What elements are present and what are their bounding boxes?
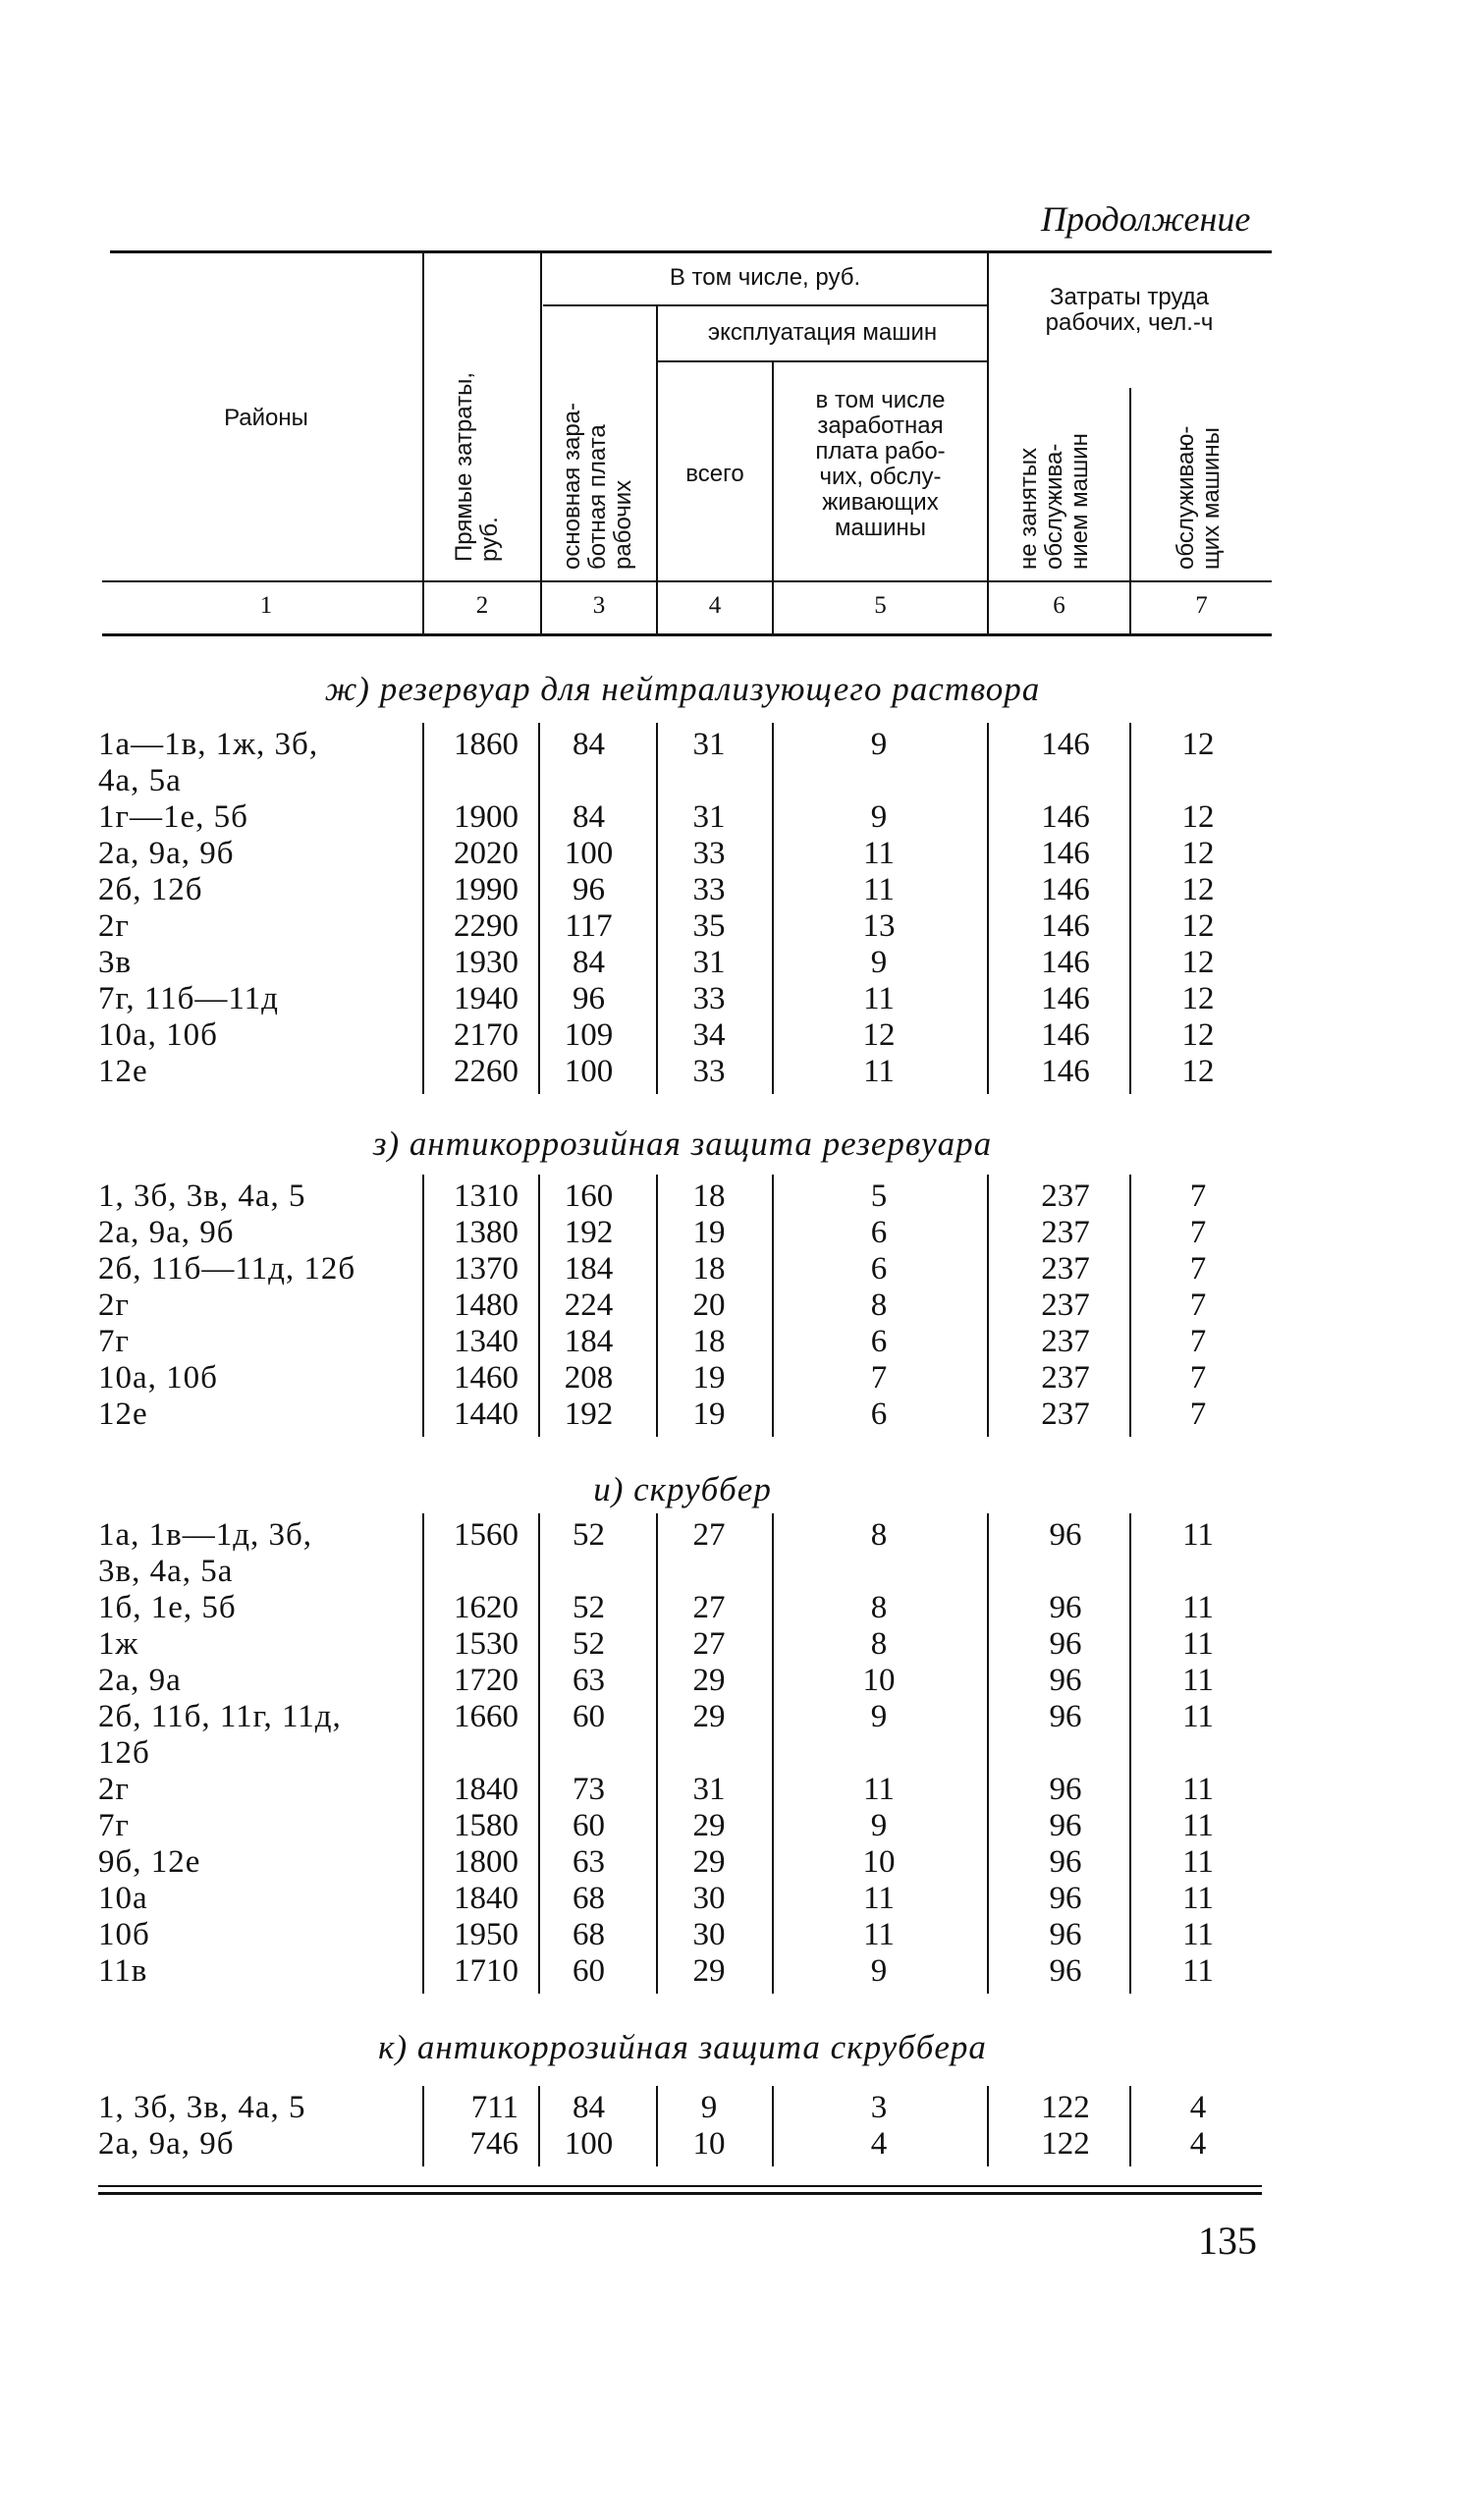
direct-costs-cell: 1460 [454,1360,519,1396]
labor-machine-cell: 7 [1189,1324,1207,1359]
district-cell: 11в [98,1953,148,1989]
header-machine-operation: эксплуатация машин [707,319,938,346]
machine-total-cell: 29 [692,1953,726,1989]
labor-not-machine-cell: 96 [1049,1590,1082,1625]
labor-not-machine-cell: 237 [1041,1287,1090,1323]
labor-machine-cell: 12 [1181,981,1215,1016]
machine-total-cell: 31 [692,727,726,762]
table-row [0,1178,1474,1215]
district-cell: 2г [98,1772,131,1807]
district-cell: 2а, 9а, 9б [98,836,235,871]
labor-machine-cell: 11 [1182,1772,1214,1807]
column-rule [656,2086,658,2166]
labor-not-machine-cell: 237 [1041,1324,1090,1359]
district-cell: 2а, 9а, 9б [98,2126,235,2162]
direct-costs-cell: 2290 [454,908,519,944]
labor-not-machine-cell: 146 [1041,872,1090,907]
labor-not-machine-cell: 237 [1041,1178,1090,1214]
district-cell: 1б, 1е, 5б [98,1590,237,1625]
table-row [0,1251,1474,1287]
col-number-3: 3 [592,592,606,619]
section-title: ж) резервуар для нейтрализующего раствора [324,670,1041,708]
labor-not-machine-cell: 96 [1049,1917,1082,1952]
direct-costs-cell: 1440 [454,1397,519,1432]
table-row [0,763,1474,799]
machine-total-cell: 31 [692,799,726,835]
column-rule [538,1175,540,1437]
basic-wage-cell: 192 [564,1215,614,1250]
machine-wage-cell: 9 [870,799,888,835]
labor-not-machine-cell: 146 [1041,1017,1090,1053]
section-title: к) антикоррозийная защита скруббера [378,2028,987,2066]
table-bottom-rule-1 [98,2185,1262,2187]
labor-not-machine-cell: 146 [1041,836,1090,871]
table-row [0,1017,1474,1054]
machine-total-cell: 18 [692,1324,726,1359]
column-rule [656,723,658,1094]
machine-wage-cell: 11 [863,872,895,907]
direct-costs-cell: 746 [469,2126,519,2162]
machine-total-cell: 29 [692,1699,726,1734]
labor-not-machine-cell: 146 [1041,908,1090,944]
machine-total-cell: 30 [692,1881,726,1916]
labor-machine-cell: 11 [1182,1699,1214,1734]
table-row [0,1554,1474,1590]
machine-total-cell: 10 [692,2126,726,2162]
page-number: 135 [1198,2219,1257,2263]
machine-wage-cell: 5 [870,1178,888,1214]
column-rule [772,1513,774,1994]
labor-machine-cell: 11 [1182,1881,1214,1916]
table-row [0,1735,1474,1772]
column-rule [987,1513,989,1994]
labor-not-machine-cell: 122 [1041,2090,1090,2125]
col-number-4: 4 [708,592,722,619]
header-basic-wage: основная зара- ботная плата рабочих [559,402,636,570]
district-cell: 7г [98,1808,131,1843]
machine-total-cell: 29 [692,1844,726,1880]
table-row [0,1324,1474,1360]
labor-machine-cell: 7 [1189,1178,1207,1214]
machine-total-cell: 20 [692,1287,726,1323]
basic-wage-cell: 68 [573,1917,605,1952]
machine-wage-cell: 11 [863,1772,895,1807]
machine-wage-cell: 9 [870,1699,888,1734]
district-cell: 12б [98,1735,150,1771]
col-number-6: 6 [1053,592,1065,619]
column-rule [1129,723,1131,1094]
header-total: всего [685,461,744,487]
section-title: и) скруббер [593,1470,772,1508]
direct-costs-cell: 1530 [454,1626,519,1662]
basic-wage-cell: 96 [573,981,605,1016]
direct-costs-cell: 1310 [454,1178,519,1214]
header-district: Районы [224,405,308,431]
machine-wage-cell: 7 [870,1360,888,1396]
machine-wage-cell: 10 [862,1663,896,1698]
district-cell: 12е [98,1054,148,1089]
labor-not-machine-cell: 146 [1041,799,1090,835]
district-cell: 9б, 12е [98,1844,201,1880]
column-rule [987,1175,989,1437]
section-title: з) антикоррозийная защита резервуара [372,1124,993,1163]
table-row [0,1808,1474,1844]
basic-wage-cell: 84 [573,945,605,980]
labor-machine-cell: 7 [1189,1397,1207,1432]
district-cell: 2г [98,908,131,944]
column-rule [422,2086,424,2166]
labor-not-machine-cell: 146 [1041,981,1090,1016]
district-cell: 2б, 11б—11д, 12б [98,1251,356,1287]
machine-wage-cell: 9 [870,1953,888,1989]
machine-wage-cell: 8 [870,1626,888,1662]
labor-not-machine-cell: 146 [1041,1054,1090,1089]
machine-wage-cell: 9 [870,727,888,762]
basic-wage-cell: 96 [573,872,605,907]
basic-wage-cell: 100 [564,1054,614,1089]
column-rule [987,723,989,1094]
column-rule [1129,2086,1131,2166]
basic-wage-cell: 224 [564,1287,614,1323]
table-row [0,1953,1474,1990]
table-row [0,1287,1474,1324]
machine-total-cell: 33 [692,836,726,871]
column-rule [538,1513,540,1994]
column-rule [1129,1175,1131,1437]
column-rule [538,723,540,1094]
district-cell: 4а, 5а [98,763,182,798]
district-cell: 3в, 4а, 5а [98,1554,234,1589]
machine-wage-cell: 9 [870,1808,888,1843]
machine-wage-cell: 6 [870,1324,888,1359]
machine-total-cell: 9 [700,2090,718,2125]
col-number-2: 2 [475,592,489,619]
basic-wage-cell: 184 [564,1324,614,1359]
district-cell: 10а, 10б [98,1360,218,1396]
labor-machine-cell: 12 [1181,908,1215,944]
district-cell: 2а, 9а [98,1663,182,1698]
machine-total-cell: 19 [692,1360,726,1396]
district-cell: 7г [98,1324,131,1359]
labor-not-machine-cell: 96 [1049,1808,1082,1843]
header-including: В том числе, руб. [669,264,861,291]
labor-machine-cell: 11 [1182,1590,1214,1625]
table-row [0,1517,1474,1554]
header-mid-rule [543,304,987,306]
direct-costs-cell: 1800 [454,1844,519,1880]
labor-not-machine-cell: 237 [1041,1215,1090,1250]
direct-costs-cell: 1930 [454,945,519,980]
district-cell: 2б, 11б, 11г, 11д, [98,1699,342,1734]
labor-machine-cell: 12 [1181,945,1215,980]
labor-not-machine-cell: 237 [1041,1251,1090,1287]
table-row [0,872,1474,908]
table-row [0,1663,1474,1699]
basic-wage-cell: 60 [573,1808,605,1843]
basic-wage-cell: 73 [573,1772,605,1807]
direct-costs-cell: 2170 [454,1017,519,1053]
header-machine-rule [658,360,987,362]
district-cell: 1г—1е, 5б [98,799,248,835]
header-vline-1 [422,253,424,633]
basic-wage-cell: 84 [573,2090,605,2125]
machine-total-cell: 31 [692,945,726,980]
table-row [0,836,1474,872]
basic-wage-cell: 109 [564,1017,614,1053]
direct-costs-cell: 2020 [454,836,519,871]
table-row [0,1590,1474,1626]
table-row [0,908,1474,945]
table-row [0,1215,1474,1251]
machine-wage-cell: 8 [870,1517,888,1553]
direct-costs-cell: 1990 [454,872,519,907]
machine-total-cell: 33 [692,981,726,1016]
column-rule [422,723,424,1094]
table-row [0,945,1474,981]
column-rule [772,1175,774,1437]
table-row [0,1881,1474,1917]
direct-costs-cell: 1620 [454,1590,519,1625]
machine-total-cell: 33 [692,872,726,907]
machine-wage-cell: 3 [870,2090,888,2125]
labor-machine-cell: 11 [1182,1626,1214,1662]
machine-total-cell: 30 [692,1917,726,1952]
machine-wage-cell: 11 [863,836,895,871]
machine-total-cell: 31 [692,1772,726,1807]
labor-not-machine-cell: 96 [1049,1844,1082,1880]
machine-wage-cell: 10 [862,1844,896,1880]
header-top-rule [110,250,1272,253]
basic-wage-cell: 60 [573,1953,605,1989]
basic-wage-cell: 100 [564,836,614,871]
labor-not-machine-cell: 237 [1041,1397,1090,1432]
column-rule [772,2086,774,2166]
machine-wage-cell: 6 [870,1397,888,1432]
continuation-label: Продолжение [1041,199,1251,239]
district-cell: 3в [98,945,133,980]
direct-costs-cell: 1380 [454,1215,519,1250]
header-direct-costs: Прямые затраты, руб. [451,372,503,562]
header-not-machine: не занятых обслужива- нием машин [1015,433,1093,570]
labor-machine-cell: 12 [1181,872,1215,907]
machine-total-cell: 35 [692,908,726,944]
direct-costs-cell: 1840 [454,1772,519,1807]
direct-costs-cell: 1480 [454,1287,519,1323]
table-row [0,727,1474,763]
direct-costs-cell: 1340 [454,1324,519,1359]
labor-not-machine-cell: 146 [1041,727,1090,762]
direct-costs-cell: 1720 [454,1663,519,1698]
machine-total-cell: 19 [692,1397,726,1432]
machine-wage-cell: 11 [863,1917,895,1952]
labor-not-machine-cell: 237 [1041,1360,1090,1396]
labor-not-machine-cell: 96 [1049,1881,1082,1916]
machine-wage-cell: 11 [863,981,895,1016]
basic-wage-cell: 84 [573,799,605,835]
labor-machine-cell: 7 [1189,1360,1207,1396]
district-cell: 1ж [98,1626,139,1662]
labor-not-machine-cell: 96 [1049,1699,1082,1734]
machine-wage-cell: 6 [870,1251,888,1287]
labor-machine-cell: 12 [1181,799,1215,835]
labor-machine-cell: 4 [1189,2126,1207,2162]
district-cell: 1, 3б, 3в, 4а, 5 [98,1178,306,1214]
table-row [0,1626,1474,1663]
header-incl-wage: в том числе заработная плата рабо- чих, обслу- живающих машины [815,387,946,541]
machine-wage-cell: 8 [870,1287,888,1323]
table-row [0,1360,1474,1397]
col-number-5: 5 [874,592,887,619]
labor-machine-cell: 11 [1182,1517,1214,1553]
header-vline-2 [540,253,542,633]
machine-total-cell: 29 [692,1808,726,1843]
labor-machine-cell: 7 [1189,1215,1207,1250]
district-cell: 10б [98,1917,150,1952]
direct-costs-cell: 1860 [454,727,519,762]
machine-total-cell: 29 [692,1663,726,1698]
district-cell: 10а [98,1881,148,1916]
district-cell: 2а, 9а, 9б [98,1215,235,1250]
column-rule [422,1175,424,1437]
column-rule [772,723,774,1094]
machine-wage-cell: 12 [862,1017,896,1053]
labor-machine-cell: 12 [1181,1054,1215,1089]
table-row [0,1054,1474,1090]
table-row [0,1397,1474,1433]
basic-wage-cell: 100 [564,2126,614,2162]
labor-not-machine-cell: 146 [1041,945,1090,980]
machine-wage-cell: 8 [870,1590,888,1625]
district-cell: 1а—1в, 1ж, 3б, [98,727,319,762]
machine-total-cell: 27 [692,1590,726,1625]
machine-wage-cell: 11 [863,1881,895,1916]
district-cell: 12е [98,1397,148,1432]
header-bottom-rule [102,580,1272,582]
machine-total-cell: 33 [692,1054,726,1089]
direct-costs-cell: 1580 [454,1808,519,1843]
labor-not-machine-cell: 96 [1049,1517,1082,1553]
machine-total-cell: 34 [692,1017,726,1053]
labor-machine-cell: 7 [1189,1251,1207,1287]
basic-wage-cell: 68 [573,1881,605,1916]
table-row [0,799,1474,836]
table-row [0,981,1474,1017]
basic-wage-cell: 52 [573,1517,605,1553]
table-row [0,2126,1474,2163]
colnum-bottom-rule [102,633,1272,636]
basic-wage-cell: 52 [573,1626,605,1662]
basic-wage-cell: 192 [564,1397,614,1432]
labor-not-machine-cell: 96 [1049,1772,1082,1807]
labor-not-machine-cell: 96 [1049,1663,1082,1698]
direct-costs-cell: 1940 [454,981,519,1016]
basic-wage-cell: 208 [564,1360,614,1396]
labor-not-machine-cell: 96 [1049,1626,1082,1662]
labor-not-machine-cell: 96 [1049,1953,1082,1989]
labor-machine-cell: 11 [1182,1663,1214,1698]
labor-machine-cell: 12 [1181,836,1215,871]
table-row [0,2090,1474,2126]
machine-total-cell: 27 [692,1517,726,1553]
direct-costs-cell: 1370 [454,1251,519,1287]
direct-costs-cell: 711 [470,2090,519,2125]
column-rule [1129,1513,1131,1994]
machine-wage-cell: 6 [870,1215,888,1250]
district-cell: 2г [98,1287,131,1323]
labor-machine-cell: 11 [1182,1917,1214,1952]
machine-wage-cell: 4 [870,2126,888,2162]
machine-total-cell: 19 [692,1215,726,1250]
district-cell: 7г, 11б—11д [98,981,279,1016]
direct-costs-cell: 2260 [454,1054,519,1089]
district-cell: 1а, 1в—1д, 3б, [98,1517,313,1553]
machine-wage-cell: 9 [870,945,888,980]
column-rule [656,1513,658,1994]
labor-machine-cell: 7 [1189,1287,1207,1323]
basic-wage-cell: 52 [573,1590,605,1625]
column-rule [538,2086,540,2166]
labor-machine-cell: 11 [1182,1953,1214,1989]
column-rule [987,2086,989,2166]
col-number-7: 7 [1195,592,1208,619]
col-number-1: 1 [259,592,273,619]
labor-machine-cell: 12 [1181,1017,1215,1053]
basic-wage-cell: 184 [564,1251,614,1287]
district-cell: 1, 3б, 3в, 4а, 5 [98,2090,306,2125]
labor-machine-cell: 12 [1181,727,1215,762]
direct-costs-cell: 1950 [454,1917,519,1952]
basic-wage-cell: 84 [573,727,605,762]
machine-total-cell: 18 [692,1178,726,1214]
table-row [0,1699,1474,1735]
direct-costs-cell: 1900 [454,799,519,835]
column-rule [656,1175,658,1437]
direct-costs-cell: 1660 [454,1699,519,1734]
labor-machine-cell: 11 [1182,1844,1214,1880]
basic-wage-cell: 117 [565,908,613,944]
machine-total-cell: 18 [692,1251,726,1287]
district-cell: 10а, 10б [98,1017,218,1053]
labor-machine-cell: 4 [1189,2090,1207,2125]
header-labor: Затраты труда рабочих, чел.-ч [1045,284,1214,336]
table-bottom-rule-2 [98,2192,1262,2195]
machine-wage-cell: 13 [862,908,896,944]
basic-wage-cell: 63 [573,1663,605,1698]
direct-costs-cell: 1840 [454,1881,519,1916]
district-cell: 2б, 12б [98,872,203,907]
header-machine-servicing: обслуживаю- щих машины [1173,425,1225,570]
column-rule [422,1513,424,1994]
direct-costs-cell: 1560 [454,1517,519,1553]
machine-wage-cell: 11 [863,1054,895,1089]
labor-machine-cell: 11 [1182,1808,1214,1843]
direct-costs-cell: 1710 [454,1953,519,1989]
table-row [0,1772,1474,1808]
basic-wage-cell: 160 [564,1178,614,1214]
table-row [0,1917,1474,1953]
labor-not-machine-cell: 122 [1041,2126,1090,2162]
table-row [0,1844,1474,1881]
basic-wage-cell: 63 [573,1844,605,1880]
basic-wage-cell: 60 [573,1699,605,1734]
machine-total-cell: 27 [692,1626,726,1662]
